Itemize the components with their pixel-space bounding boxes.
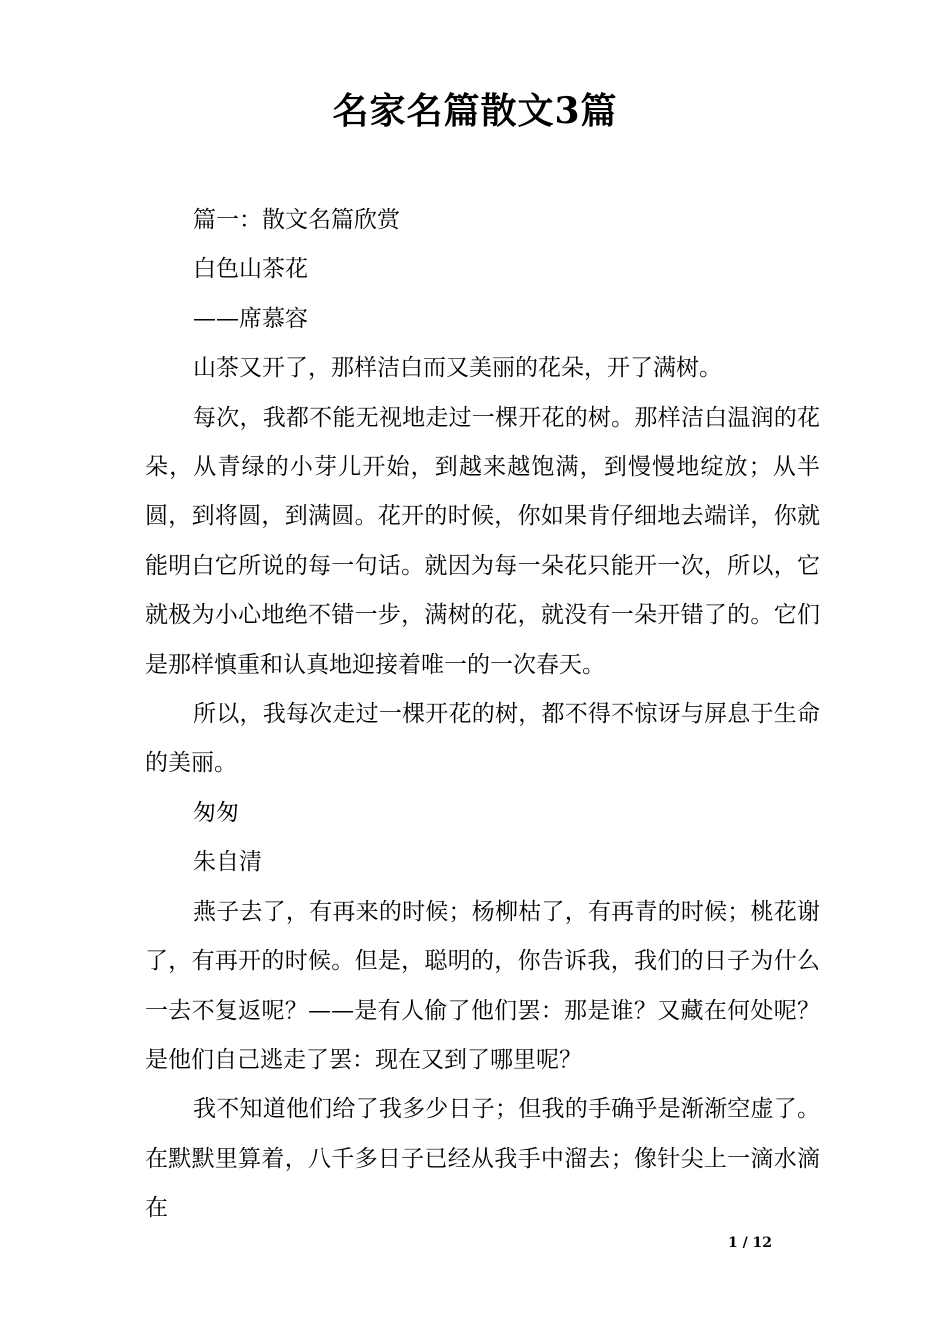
essay-author: ——席慕容 bbox=[193, 305, 308, 332]
section-heading: 篇一：散文名篇欣赏 bbox=[193, 207, 400, 233]
essay-title: 匆匆 bbox=[193, 799, 239, 826]
document-title: 名家名篇散文3篇 bbox=[332, 90, 618, 132]
essay-author: 朱自清 bbox=[193, 849, 262, 876]
essay-title: 白色山茶花 bbox=[193, 256, 308, 283]
paragraph: 所以，我每次走过一棵开花的树，都不得不惊讶与屏息于生命的美丽。 bbox=[145, 701, 820, 777]
paragraph: 每次，我都不能无视地走过一棵开花的树。那样洁白温润的花朵，从青绿的小芽儿开始，到越来越饱满，到慢慢地绽放；从半圆，到将圆，到满圆。花开的时候，你如果肯仔细地去端详，你就能明白它所说的每一句话。就因为每一朵花只能开一次，所以，它就极为小心地绝不错一步，满树的花，就没有一朵开错了的。它们是那样慎重和认真地迎接着唯一的一次春天。 bbox=[145, 404, 820, 678]
paragraph: 燕子去了，有再来的时候；杨柳枯了，有再青的时候；桃花谢了，有再开的时候。但是，聪明的，你告诉我，我们的日子为什么一去不复返呢？——是有人偷了他们罢：那是谁？又藏在何处呢？是他们自己逃走了罢：现在又到了哪里呢？ bbox=[145, 898, 820, 1073]
document-body bbox=[145, 196, 820, 1234]
paragraph: 山茶又开了，那样洁白而又美丽的花朵，开了满树。 bbox=[193, 355, 722, 382]
page-number: 1 / 12 bbox=[727, 1235, 773, 1251]
paragraph: 我不知道他们给了我多少日子；但我的手确乎是渐渐空虚了。在默默里算着，八千多日子已经从我手中溜去；像针尖上一滴水滴在 bbox=[145, 1096, 820, 1222]
